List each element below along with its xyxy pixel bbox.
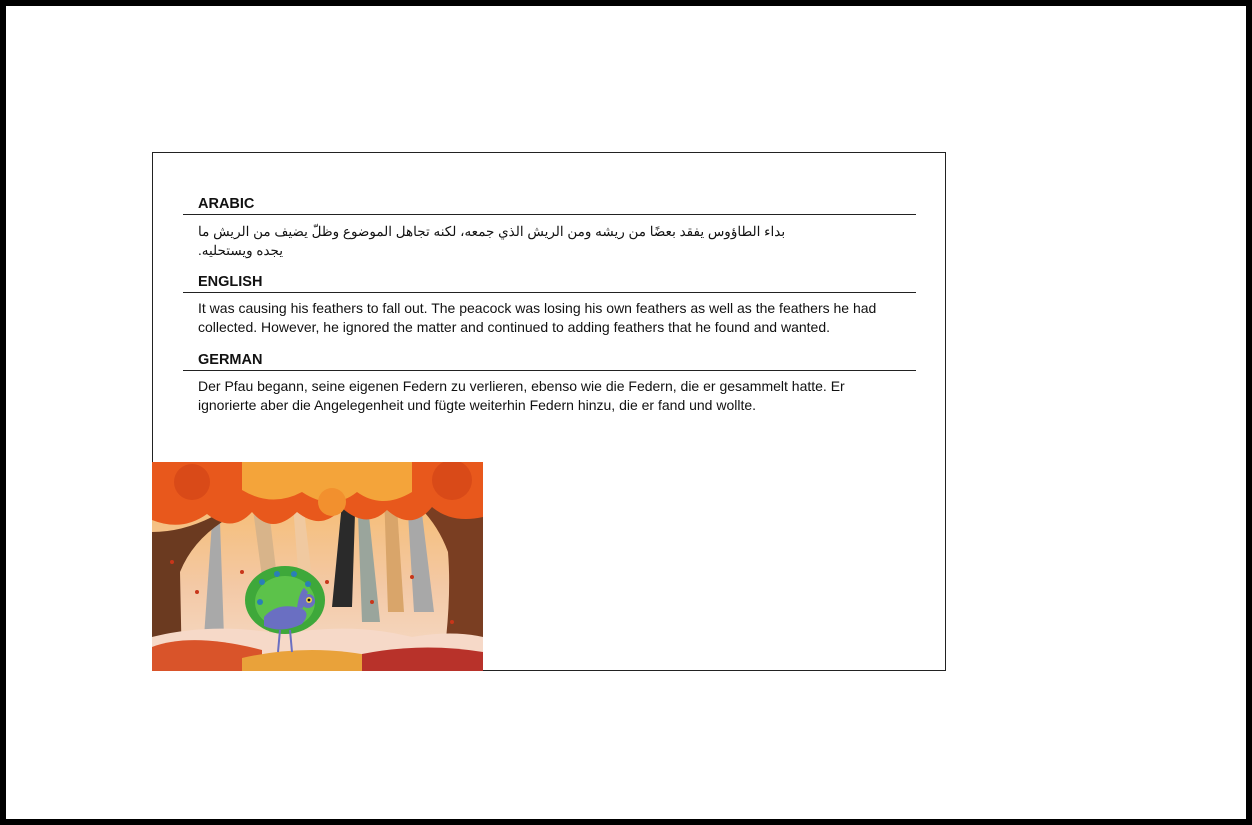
section-text: بداء الطاؤوس يفقد بعضًا من ريشه ومن الريش الذي جمعه، لكنه تجاهل الموضوع وظلّ يضيف من الريش ما يجده ويستحليه.	[198, 224, 786, 258]
section-heading: GERMAN	[183, 351, 916, 371]
section-english	[183, 273, 916, 336]
page-sheet	[6, 6, 1246, 819]
section-german	[183, 351, 916, 414]
section-text: It was causing his feathers to fall out. The peacock was losing his own feathers as well as the feathers he had collected. However, he ignored the matter and continued to adding feathers that he found and wanted.	[198, 300, 877, 335]
section-arabic	[183, 195, 916, 260]
section-heading: ARABIC	[183, 195, 916, 215]
section-text: Der Pfau begann, seine eigenen Federn zu verlieren, ebenso wie die Federn, die er gesammelt hatte. Er ignorierte aber die Angelegenheit und fügte weiterhin Federn hinzu, die er fand und wollte.	[198, 378, 845, 413]
translation-card	[152, 152, 946, 671]
peacock-forest-illustration	[152, 462, 483, 671]
section-heading: ENGLISH	[183, 273, 916, 293]
